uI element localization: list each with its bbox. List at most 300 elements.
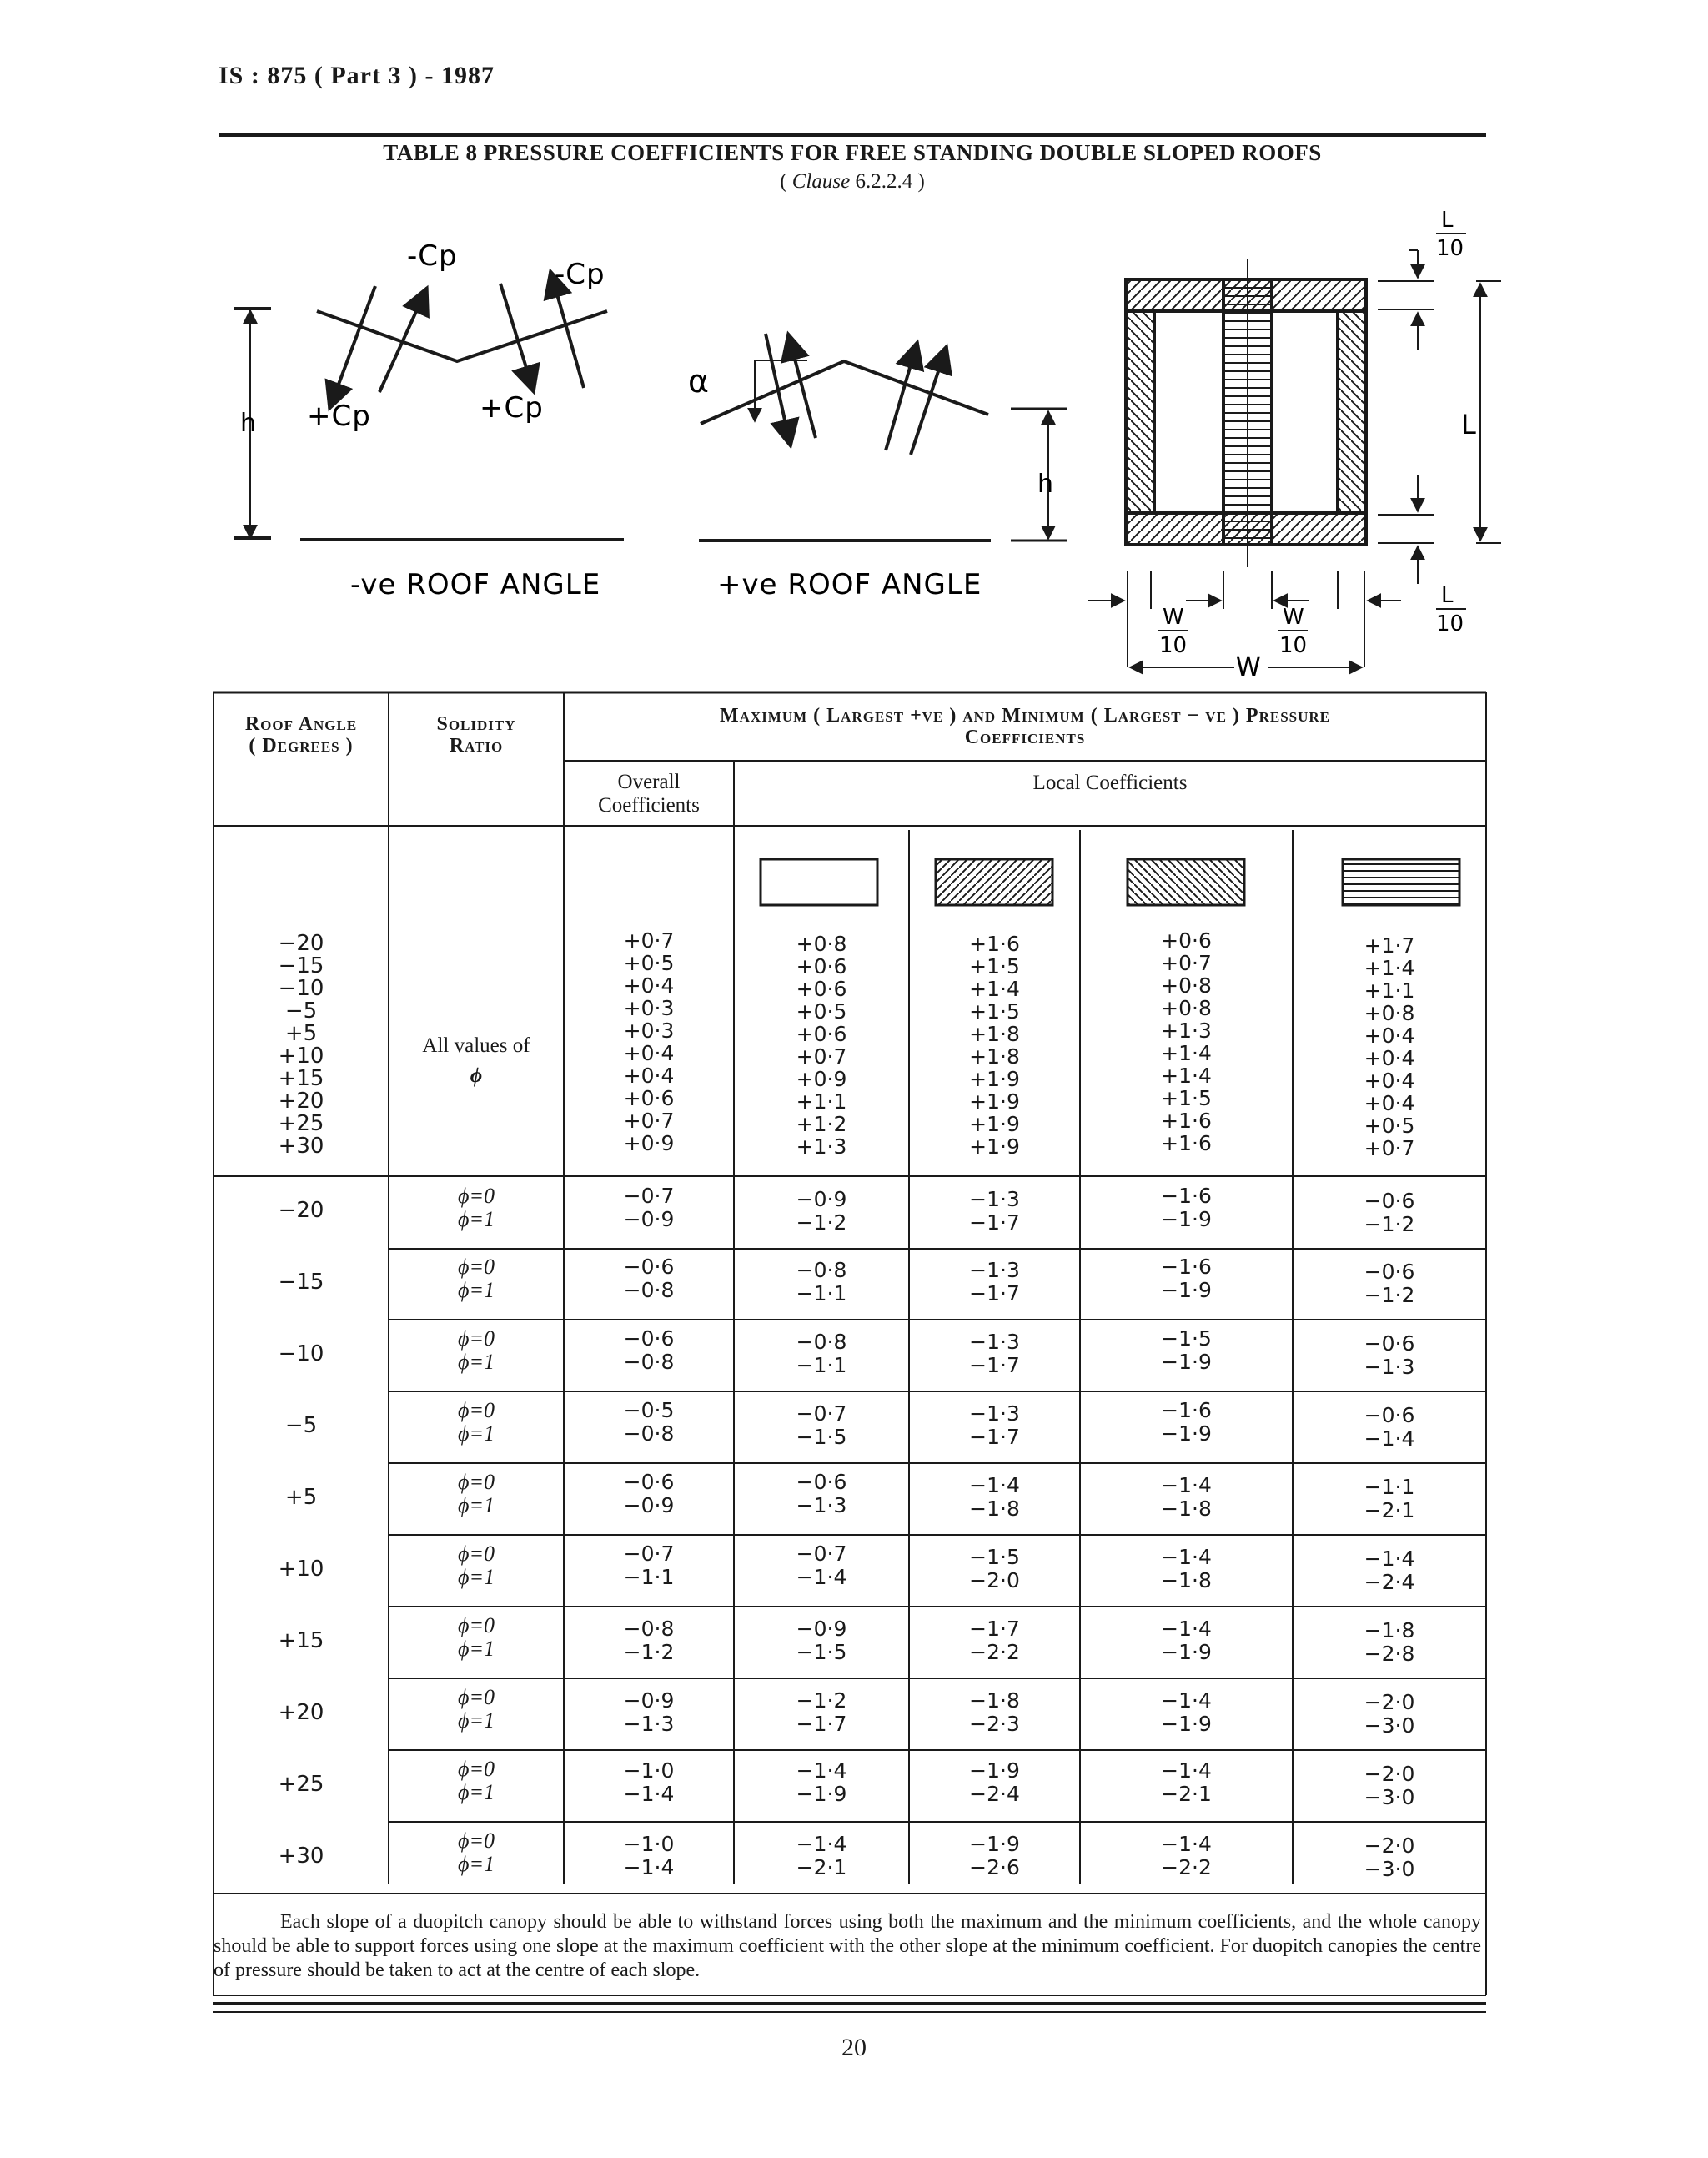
max-angle: +5 [284,1021,318,1046]
page-number: 20 [841,2034,867,2061]
local-4-phi-1: −2·1 [1364,1498,1415,1522]
local-3-phi-0: −1·4 [1161,1473,1212,1497]
max-local-4-value: +0·8 [1364,1001,1415,1025]
max-overall-value: +0·9 [623,1131,675,1155]
min-overall [564,1617,734,1664]
max-local-1-value: +0·8 [796,932,847,956]
local-2-phi-1: −1·7 [969,1353,1020,1377]
header-roof-angle [214,713,389,757]
cp-neg-label-1: -Cp [407,239,458,273]
local-1-phi-0: −0·7 [796,1401,847,1426]
min-local-4 [1293,1619,1486,1666]
local-3-phi-1: −1·9 [1161,1421,1212,1446]
max-solidity-line-2: ϕ [470,1064,483,1087]
overall-phi-0: −0·6 [623,1255,675,1279]
min-overall [564,1471,734,1517]
solidity-phi-0: ϕ=0 [457,1542,495,1566]
min-local-3 [1080,1689,1293,1736]
min-local-4 [1293,1260,1486,1307]
max-local-4-value: +0·4 [1364,1024,1415,1048]
local-4-phi-0: −0·6 [1364,1403,1415,1427]
min-local-4 [1293,1190,1486,1236]
min-local-3 [1080,1185,1293,1231]
max-local-3-column [1080,929,1293,1154]
max-local-3-value: +1·4 [1161,1064,1212,1088]
local-1-phi-0: −0·6 [796,1470,847,1494]
local-4-phi-1: −2·4 [1364,1570,1415,1594]
table-title: TABLE 8 PRESSURE COEFFICIENTS FOR FREE STANDING DOUBLE SLOPED ROOFS [383,140,1322,165]
local-4-phi-0: −2·0 [1364,1762,1415,1786]
overall-phi-0: −0·8 [623,1617,675,1641]
max-angle-column [214,933,389,1158]
clause-reference: ( Clause 6.2.2.4 ) [780,170,925,193]
solidity-phi-1: ϕ=1 [457,1493,495,1517]
local-2-phi-1: −1·7 [969,1281,1020,1305]
local-1-phi-1: −1·1 [796,1281,847,1305]
overall-phi-0: −0·7 [623,1184,675,1208]
min-overall [564,1689,734,1736]
local-4-phi-0: −2·0 [1364,1690,1415,1714]
max-local-3-value: +1·6 [1161,1131,1212,1155]
min-local-3 [1080,1474,1293,1521]
negative-angle-caption: -ve ROOF ANGLE [350,568,601,601]
local-3-phi-0: −1·4 [1161,1688,1212,1713]
local-3-phi-1: −2·1 [1161,1782,1212,1806]
min-local-1 [734,1617,909,1664]
max-local-4-value: +0·4 [1364,1069,1415,1093]
local-4-phi-1: −2·8 [1364,1642,1415,1666]
min-angle: +5 [284,1485,318,1510]
min-angle: +15 [278,1628,324,1653]
w10-right-num: W [1283,605,1304,630]
max-local-4-value: +1·7 [1364,933,1415,958]
length-label: L [1461,409,1476,440]
min-local-2 [909,1759,1080,1806]
min-solidity [389,1327,564,1374]
max-local-1-value: +0·6 [796,977,847,1001]
local-3-phi-0: −1·6 [1161,1398,1212,1422]
local-1-phi-1: −1·1 [796,1353,847,1377]
min-angle: +20 [278,1700,324,1725]
max-local-2-value: +1·5 [969,954,1020,978]
local-4-phi-0: −1·1 [1364,1475,1415,1499]
local-4-phi-0: −0·6 [1364,1189,1415,1213]
max-local-4-value: +0·7 [1364,1136,1415,1160]
l10-bottom-num: L [1441,583,1454,608]
min-local-2 [909,1546,1080,1592]
min-local-2 [909,1617,1080,1664]
max-overall-value: +0·4 [623,1041,675,1065]
local-3-phi-0: −1·4 [1161,1617,1212,1641]
overall-phi-0: −0·9 [623,1688,675,1713]
local-1-phi-0: −0·8 [796,1330,847,1354]
local-1-phi-1: −1·3 [796,1493,847,1517]
header-local: Local Coefficients [1032,772,1188,794]
overall-phi-1: −1·3 [623,1712,675,1736]
local-1-phi-0: −0·7 [796,1542,847,1566]
max-local-4-value: +0·5 [1364,1114,1415,1138]
header-overall [564,771,734,817]
min-local-2 [909,1259,1080,1305]
max-local-2-value: +1·9 [969,1089,1020,1114]
overall-phi-1: −0·8 [623,1350,675,1374]
min-local-3 [1080,1759,1293,1806]
min-local-2 [909,1474,1080,1521]
solidity-phi-0: ϕ=0 [457,1398,495,1422]
min-local-4 [1293,1547,1486,1594]
l10-top-den: 10 [1436,236,1464,261]
max-local-2-column [909,933,1080,1158]
local-3-phi-0: −1·5 [1161,1326,1212,1351]
local-2-phi-1: −2·6 [969,1855,1020,1879]
min-angle: +25 [278,1772,324,1797]
min-overall [564,1255,734,1302]
min-local-1 [734,1402,909,1449]
local-2-phi-0: −1·8 [969,1688,1020,1713]
min-overall [564,1542,734,1589]
max-overall-value: +0·4 [623,1064,675,1088]
local-1-phi-1: −1·5 [796,1425,847,1449]
max-local-3-value: +1·3 [1161,1019,1212,1043]
max-overall-value: +0·4 [623,973,675,998]
header-pressure-group [564,705,1486,748]
overall-phi-1: −0·8 [623,1278,675,1302]
max-local-4-value: +0·4 [1364,1091,1415,1115]
overall-phi-1: −0·9 [623,1207,675,1231]
l10-top-num: L [1441,208,1454,233]
max-angle: −5 [284,999,318,1024]
local-3-phi-1: −1·9 [1161,1207,1212,1231]
max-local-3-value: +1·5 [1161,1086,1212,1110]
min-local-3 [1080,1327,1293,1374]
local-3-phi-1: −1·9 [1161,1350,1212,1374]
min-local-1 [734,1188,909,1235]
min-overall [564,1833,734,1879]
max-local-1-value: +1·1 [796,1089,847,1114]
local-3-phi-0: −1·4 [1161,1758,1212,1783]
local-2-phi-0: −1·4 [969,1473,1020,1497]
zone-symbol-horizontal-hatch [1343,859,1459,905]
header-overall-label-2: Coefficients [598,794,700,817]
min-solidity [389,1471,564,1517]
header-solidity-label: Solidity [436,713,516,735]
min-overall [564,1185,734,1231]
header-roof-angle-unit: ( Degrees ) [249,735,354,757]
max-overall-value: +0·5 [623,951,675,975]
max-local-3-value: +0·7 [1161,951,1212,975]
min-local-1 [734,1471,909,1517]
local-4-phi-0: −0·6 [1364,1260,1415,1284]
solidity-phi-1: ϕ=1 [457,1852,495,1876]
min-solidity [389,1686,564,1733]
solidity-phi-1: ϕ=1 [457,1708,495,1733]
height-label-right: h [1037,470,1054,499]
local-3-phi-1: −2·2 [1161,1855,1212,1879]
local-2-phi-0: −1·3 [969,1187,1020,1211]
overall-phi-1: −1·2 [623,1640,675,1664]
min-local-4 [1293,1332,1486,1379]
min-local-4 [1293,1476,1486,1522]
max-local-4-column [1293,934,1486,1159]
max-local-2-value: +1·9 [969,1067,1020,1091]
local-1-phi-0: −1·2 [796,1688,847,1713]
zone-symbol-back-hatch [1128,859,1244,905]
solidity-phi-0: ϕ=0 [457,1829,495,1853]
max-local-1-column [734,933,909,1158]
w10-right-den: 10 [1279,633,1308,658]
clause-word: Clause [791,170,851,193]
min-overall [564,1399,734,1446]
local-1-phi-0: −0·9 [796,1617,847,1641]
max-overall-value: +0·7 [623,1109,675,1133]
min-overall [564,1759,734,1806]
local-2-phi-1: −1·8 [969,1497,1020,1521]
max-local-3-value: +0·6 [1161,928,1212,953]
overall-phi-0: −0·6 [623,1326,675,1351]
local-2-phi-0: −1·9 [969,1758,1020,1783]
max-angle: +25 [278,1111,324,1136]
local-1-phi-1: −1·9 [796,1782,847,1806]
local-3-phi-0: −1·4 [1161,1545,1212,1569]
w10-left-num: W [1163,605,1184,630]
min-local-4 [1293,1763,1486,1809]
max-local-2-value: +1·9 [969,1134,1020,1159]
solidity-phi-1: ϕ=1 [457,1637,495,1661]
alpha-label: α [688,363,710,400]
solidity-phi-0: ϕ=0 [457,1326,495,1351]
min-local-2 [909,1689,1080,1736]
max-overall-column [564,929,734,1154]
max-local-1-value: +1·2 [796,1112,847,1136]
max-local-2-value: +1·8 [969,1044,1020,1069]
local-2-phi-0: −1·3 [969,1330,1020,1354]
local-2-phi-0: −1·5 [969,1545,1020,1569]
header-overall-label: Overall [617,771,681,793]
max-local-2-value: +1·4 [969,977,1020,1001]
min-local-1 [734,1331,909,1377]
local-1-phi-0: −1·4 [796,1832,847,1856]
min-local-4 [1293,1691,1486,1738]
min-angle: +30 [278,1844,324,1869]
positive-angle-caption: +ve ROOF ANGLE [717,568,982,601]
local-3-phi-0: −1·4 [1161,1832,1212,1856]
local-3-phi-1: −1·9 [1161,1712,1212,1736]
max-overall-value: +0·7 [623,928,675,953]
max-solidity [389,1034,564,1088]
local-4-phi-1: −3·0 [1364,1713,1415,1738]
w10-left-den: 10 [1159,633,1188,658]
overall-phi-1: −1·4 [623,1855,675,1879]
local-1-phi-1: −1·2 [796,1210,847,1235]
solidity-phi-1: ϕ=1 [457,1421,495,1446]
local-2-phi-1: −2·4 [969,1782,1020,1806]
min-local-2 [909,1833,1080,1879]
min-solidity [389,1255,564,1302]
local-1-phi-0: −0·8 [796,1258,847,1282]
min-local-2 [909,1402,1080,1449]
zone-symbol-forward-hatch [936,859,1052,905]
min-local-1 [734,1689,909,1736]
min-angle: +10 [278,1557,324,1582]
solidity-phi-1: ϕ=1 [457,1207,495,1231]
min-local-3 [1080,1617,1293,1664]
min-solidity [389,1542,564,1589]
max-local-1-value: +0·5 [796,999,847,1024]
solidity-phi-1: ϕ=1 [457,1278,495,1302]
overall-phi-1: −0·9 [623,1493,675,1517]
height-label-left: h [240,409,257,438]
max-local-1-value: +0·7 [796,1044,847,1069]
max-local-3-value: +0·8 [1161,973,1212,998]
cp-neg-label-2: -Cp [555,258,605,291]
local-1-phi-0: −0·9 [796,1187,847,1211]
min-local-3 [1080,1833,1293,1879]
local-1-phi-0: −1·4 [796,1758,847,1783]
max-local-2-value: +1·9 [969,1112,1020,1136]
min-local-3 [1080,1546,1293,1592]
max-angle: −15 [278,953,324,978]
local-3-phi-0: −1·6 [1161,1184,1212,1208]
local-2-phi-1: −1·7 [969,1425,1020,1449]
local-4-phi-1: −1·3 [1364,1355,1415,1379]
min-local-3 [1080,1255,1293,1302]
header-pressure-group-line-2: Coefficients [964,727,1086,748]
width-label: W [1236,653,1261,682]
clause-number: 6.2.2.4 [855,170,913,193]
max-local-3-value: +1·4 [1161,1041,1212,1065]
solidity-phi-0: ϕ=0 [457,1184,495,1208]
local-4-phi-1: −1·2 [1364,1212,1415,1236]
max-local-4-value: +1·1 [1364,978,1415,1003]
max-local-1-value: +1·3 [796,1134,847,1159]
max-local-3-value: +1·6 [1161,1109,1212,1133]
min-solidity [389,1185,564,1231]
local-2-phi-0: −1·3 [969,1258,1020,1282]
max-angle: −10 [278,976,324,1001]
max-angle: +10 [278,1044,324,1069]
min-overall [564,1327,734,1374]
solidity-phi-0: ϕ=0 [457,1685,495,1709]
max-local-2-value: +1·6 [969,932,1020,956]
min-local-4 [1293,1834,1486,1881]
overall-phi-0: −0·6 [623,1470,675,1494]
max-angle: +30 [278,1134,324,1159]
min-angle: −15 [278,1270,324,1295]
max-local-3-value: +0·8 [1161,996,1212,1020]
local-1-phi-1: −1·4 [796,1565,847,1589]
local-2-phi-1: −2·2 [969,1640,1020,1664]
max-local-1-value: +0·9 [796,1067,847,1091]
local-2-phi-0: −1·7 [969,1617,1020,1641]
solidity-phi-0: ϕ=0 [457,1757,495,1781]
local-4-phi-1: −1·2 [1364,1283,1415,1307]
min-local-1 [734,1759,909,1806]
max-angle: +15 [278,1066,324,1091]
min-local-4 [1293,1404,1486,1451]
local-4-phi-1: −3·0 [1364,1785,1415,1809]
solidity-phi-0: ϕ=0 [457,1470,495,1494]
solidity-phi-0: ϕ=0 [457,1255,495,1279]
header-roof-angle-label: Roof Angle [244,713,358,735]
overall-phi-1: −0·8 [623,1421,675,1446]
min-solidity [389,1399,564,1446]
local-4-phi-0: −0·6 [1364,1331,1415,1356]
min-solidity [389,1614,564,1661]
header-solidity [389,713,564,757]
overall-phi-0: −1·0 [623,1758,675,1783]
local-2-phi-1: −2·3 [969,1712,1020,1736]
header-solidity-label-2: Ratio [449,735,504,757]
max-overall-value: +0·3 [623,1019,675,1043]
local-4-phi-0: −2·0 [1364,1834,1415,1858]
overall-phi-1: −1·1 [623,1565,675,1589]
min-local-2 [909,1188,1080,1235]
local-1-phi-1: −1·5 [796,1640,847,1664]
max-angle: −20 [278,931,324,956]
min-local-1 [734,1259,909,1305]
local-1-phi-1: −2·1 [796,1855,847,1879]
min-angle: −20 [278,1198,324,1223]
max-angle: +20 [278,1089,324,1114]
max-local-2-value: +1·8 [969,1022,1020,1046]
min-solidity [389,1758,564,1804]
local-3-phi-0: −1·6 [1161,1255,1212,1279]
local-2-phi-0: −1·9 [969,1832,1020,1856]
cp-pos-label-2: +Cp [480,391,544,425]
overall-phi-0: −0·5 [623,1398,675,1422]
local-4-phi-1: −3·0 [1364,1857,1415,1881]
min-local-1 [734,1542,909,1589]
solidity-phi-1: ϕ=1 [457,1565,495,1589]
min-local-1 [734,1833,909,1879]
zone-symbol-plain [761,859,877,905]
min-solidity [389,1829,564,1876]
local-3-phi-1: −1·8 [1161,1568,1212,1592]
local-3-phi-1: −1·9 [1161,1278,1212,1302]
max-local-2-value: +1·5 [969,999,1020,1024]
local-4-phi-1: −1·4 [1364,1426,1415,1451]
max-local-4-value: +0·4 [1364,1046,1415,1070]
local-2-phi-1: −2·0 [969,1568,1020,1592]
min-local-3 [1080,1399,1293,1446]
min-angle: −5 [284,1413,318,1438]
solidity-phi-1: ϕ=1 [457,1780,495,1804]
standard-reference: IS : 875 ( Part 3 ) - 1987 [219,62,495,89]
max-local-4-value: +1·4 [1364,956,1415,980]
max-local-1-value: +0·6 [796,1022,847,1046]
l10-bottom-den: 10 [1436,611,1464,636]
solidity-phi-1: ϕ=1 [457,1350,495,1374]
overall-phi-0: −1·0 [623,1832,675,1856]
max-overall-value: +0·6 [623,1086,675,1110]
max-overall-value: +0·3 [623,996,675,1020]
local-4-phi-0: −1·4 [1364,1547,1415,1571]
overall-phi-1: −1·4 [623,1782,675,1806]
table-note: Each slope of a duopitch canopy should be able to withstand forces using both the maximum and the minimum coefficients, and the whole canopy should be able to support forces using one slope at the maximum coefficient with the other slope at the minimum coefficient. For duopitch canopies the centre of pressure should be taken to act at the centre of each slope. [214,1911,1481,1981]
local-3-phi-1: −1·9 [1161,1640,1212,1664]
overall-phi-0: −0·7 [623,1542,675,1566]
cp-pos-label-1: +Cp [307,400,371,433]
local-2-phi-0: −1·3 [969,1401,1020,1426]
min-angle: −10 [278,1341,324,1366]
local-4-phi-0: −1·8 [1364,1618,1415,1642]
min-local-2 [909,1331,1080,1377]
solidity-phi-0: ϕ=0 [457,1613,495,1637]
max-local-1-value: +0·6 [796,954,847,978]
max-solidity-line-1: All values of [422,1034,530,1057]
local-2-phi-1: −1·7 [969,1210,1020,1235]
header-pressure-group-line-1: Maximum ( Largest +ve ) and Minimum ( Largest − ve ) Pressure [719,705,1330,727]
